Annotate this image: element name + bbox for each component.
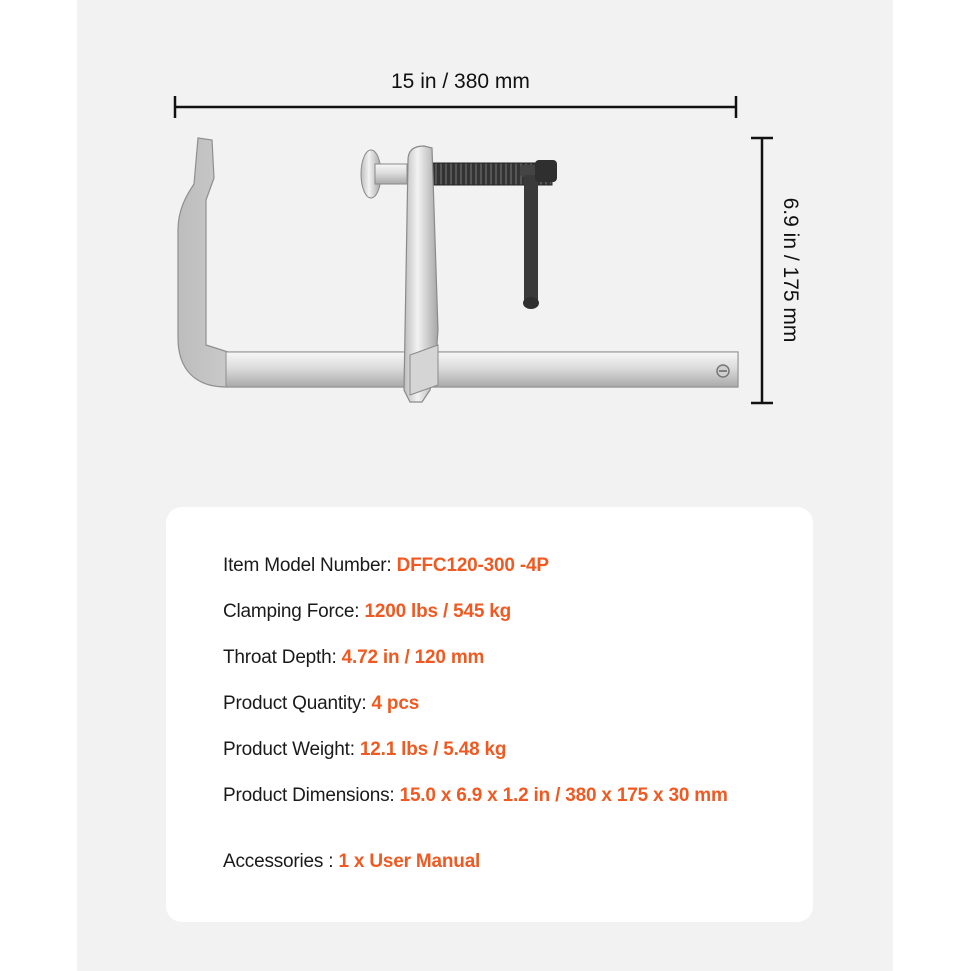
spec-label: Product Dimensions: bbox=[223, 785, 400, 806]
spec-row-accessories bbox=[223, 851, 480, 873]
spec-value: 15.0 x 6.9 x 1.2 in / 380 x 175 x 30 mm bbox=[399, 785, 728, 806]
spec-label: Item Model Number: bbox=[223, 555, 397, 576]
height-dimension-line bbox=[751, 138, 773, 403]
spec-value: 4 pcs bbox=[371, 693, 420, 714]
spec-label: Accessories : bbox=[223, 851, 339, 872]
spec-row-product-weight bbox=[223, 739, 506, 761]
spec-row-product-dimensions bbox=[223, 785, 728, 807]
spec-row-clamping-force bbox=[223, 601, 511, 623]
spec-value: 1200 lbs / 545 kg bbox=[364, 601, 512, 622]
spec-row-throat-depth bbox=[223, 647, 484, 669]
width-dimension-label: 15 in / 380 mm bbox=[391, 70, 530, 93]
spec-row-product-quantity bbox=[223, 693, 419, 715]
spec-value: DFFC120-300 -4P bbox=[396, 555, 549, 576]
spec-value: 12.1 lbs / 5.48 kg bbox=[359, 739, 507, 760]
spec-label: Clamping Force: bbox=[223, 601, 365, 622]
sliding-jaw bbox=[404, 146, 438, 402]
height-dimension-label: 6.9 in / 175 mm bbox=[779, 197, 802, 343]
spec-label: Throat Depth: bbox=[223, 647, 342, 668]
spec-value: 4.72 in / 120 mm bbox=[341, 647, 485, 668]
spec-label: Product Weight: bbox=[223, 739, 360, 760]
width-dimension-line bbox=[175, 96, 736, 118]
clamp-screw bbox=[432, 160, 557, 309]
spec-value: 1 x User Manual bbox=[338, 851, 481, 872]
spec-label: Product Quantity: bbox=[223, 693, 372, 714]
specifications-card bbox=[166, 507, 813, 922]
spec-row-model-number bbox=[223, 555, 549, 577]
pressure-pad bbox=[361, 150, 407, 198]
